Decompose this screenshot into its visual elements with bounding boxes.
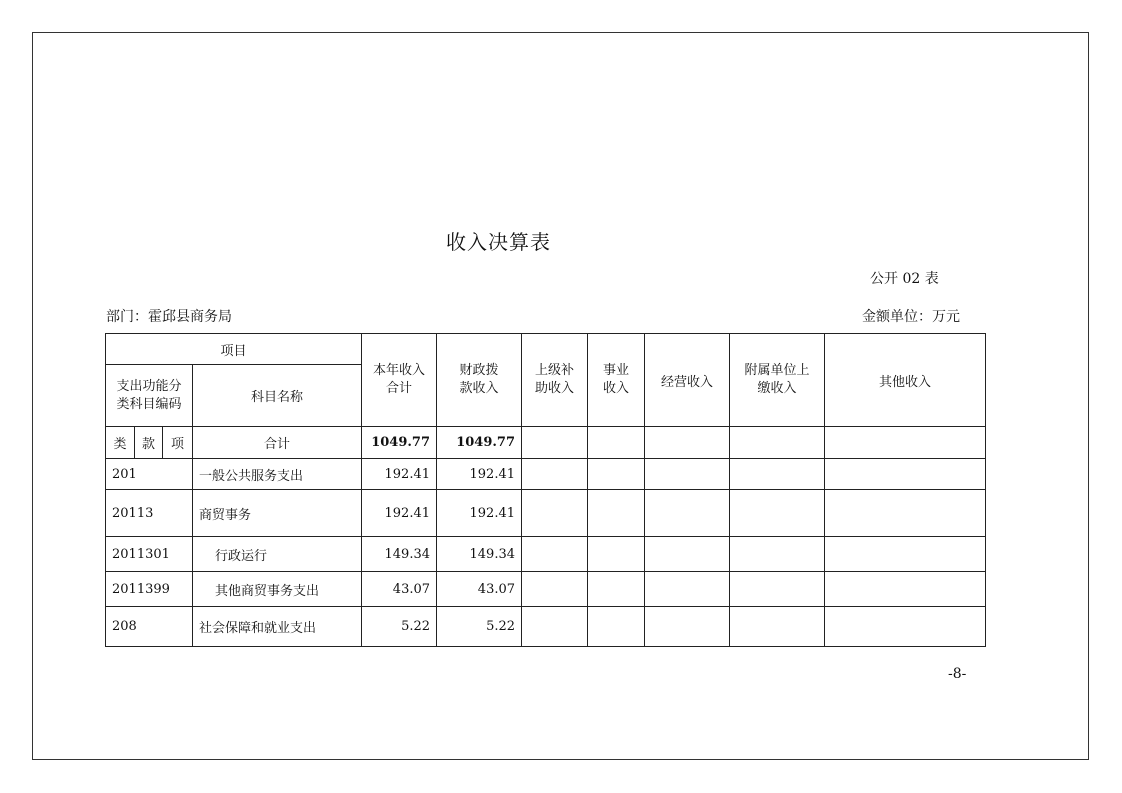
table-row [106,490,986,537]
header-fiscal: 财政拨款收入 [437,334,522,427]
row-total: 43.07 [362,572,437,607]
row-fiscal: 192.41 [437,459,522,490]
row-fiscal: 192.41 [437,490,522,537]
row-name: 行政运行 [193,537,362,572]
page-number: -8- [948,666,967,682]
row-total: 5.22 [362,607,437,647]
header-subsidiary: 附属单位上缴收入 [730,334,825,427]
department-label: 部门：霍邱县商务局 [106,309,232,325]
row-name: 商贸事务 [193,490,362,537]
row-fiscal: 149.34 [437,537,522,572]
header-business: 事业收入 [588,334,645,427]
header-item: 项目 [106,334,362,365]
row-name: 一般公共服务支出 [193,459,362,490]
row-total: 149.34 [362,537,437,572]
row-total: 192.41 [362,490,437,537]
total-row-label: 合计 [193,427,362,459]
row-fiscal: 5.22 [437,607,522,647]
table-row [106,537,986,572]
header-total: 本年收入合计 [362,334,437,427]
row-name: 其他商贸事务支出 [193,572,362,607]
page-title: 收入决算表 [446,230,551,254]
header-code: 支出功能分类科目编码 [106,365,193,427]
row-fiscal: 43.07 [437,572,522,607]
income-report-table [105,333,986,647]
header-operating: 经营收入 [645,334,730,427]
total-row-total: 1049.77 [362,427,437,459]
total-row-fiscal: 1049.77 [437,427,522,459]
row-code: 20113 [106,490,193,537]
row-code: 2011399 [106,572,193,607]
form-number: 公开 02 表 [870,271,939,287]
header-kuan: 款 [135,427,163,459]
row-code: 201 [106,459,193,490]
header-name: 科目名称 [193,365,362,427]
table-row [106,459,986,490]
row-name: 社会保障和就业支出 [193,607,362,647]
header-other: 其他收入 [825,334,986,427]
row-total: 192.41 [362,459,437,490]
header-lei: 类 [106,427,135,459]
row-code: 2011301 [106,537,193,572]
table-row [106,607,986,647]
row-code: 208 [106,607,193,647]
header-superior: 上级补助收入 [522,334,588,427]
table-row [106,572,986,607]
header-xiang: 项 [163,427,193,459]
amount-unit-label: 金额单位：万元 [862,309,960,325]
